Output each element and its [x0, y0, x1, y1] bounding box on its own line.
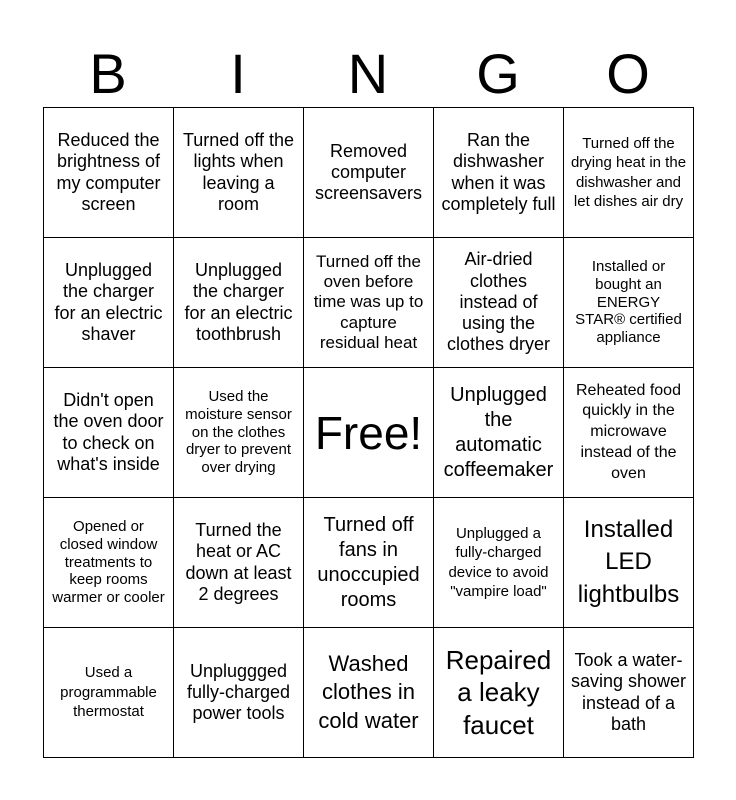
bingo-cell[interactable]: Turned off fans in unoccupied rooms — [304, 498, 434, 628]
bingo-cell[interactable]: Reduced the brightness of my computer screen — [44, 108, 174, 238]
bingo-cell[interactable]: Opened or closed window treatments to keep rooms warmer or cooler — [44, 498, 174, 628]
bingo-cell[interactable]: Didn't open the oven door to check on what's inside — [44, 368, 174, 498]
bingo-cell[interactable]: Used a programmable thermostat — [44, 628, 174, 758]
header-letter-o: O — [606, 42, 650, 105]
bingo-board — [43, 107, 694, 758]
bingo-cell[interactable]: Installed LED lightbulbs — [564, 498, 694, 628]
bingo-cell[interactable]: Unplugged the charger for an electric toothbrush — [174, 238, 304, 368]
bingo-cell[interactable]: Washed clothes in cold water — [304, 628, 434, 758]
bingo-cell[interactable]: Unplugged the charger for an electric shaver — [44, 238, 174, 368]
bingo-cell[interactable]: Unplugged the automatic coffeemaker — [434, 368, 564, 498]
bingo-cell[interactable]: Unpluggged fully-charged power tools — [174, 628, 304, 758]
bingo-cell[interactable]: Turned off the drying heat in the dishwasher and let dishes air dry — [564, 108, 694, 238]
bingo-cell[interactable]: Removed computer screensavers — [304, 108, 434, 238]
bingo-cell[interactable]: Turned off the lights when leaving a room — [174, 108, 304, 238]
bingo-cell[interactable]: Installed or bought an ENERGY STAR® certified appliance — [564, 238, 694, 368]
header-letter-n: N — [347, 42, 389, 105]
bingo-cell[interactable]: Took a water-saving shower instead of a bath — [564, 628, 694, 758]
bingo-cell[interactable]: Reheated food quickly in the microwave instead of the oven — [564, 368, 694, 498]
header-letter-b: B — [89, 42, 127, 105]
bingo-cell[interactable]: Repaired a leaky faucet — [434, 628, 564, 758]
header-letter-g: G — [476, 42, 520, 105]
bingo-cell[interactable]: Used the moisture sensor on the clothes dryer to prevent over drying — [174, 368, 304, 498]
bingo-cell[interactable]: Unplugged a fully-charged device to avoid "vampire load" — [434, 498, 564, 628]
header-letter-i: I — [230, 42, 246, 105]
bingo-cell[interactable]: Turned the heat or AC down at least 2 degrees — [174, 498, 304, 628]
bingo-cell[interactable]: Ran the dishwasher when it was completely full — [434, 108, 564, 238]
bingo-header — [43, 40, 693, 108]
bingo-cell[interactable]: Turned off the oven before time was up to capture residual heat — [304, 238, 434, 368]
bingo-cell[interactable]: Air-dried clothes instead of using the clothes dryer — [434, 238, 564, 368]
free-space[interactable]: Free! — [304, 368, 434, 498]
